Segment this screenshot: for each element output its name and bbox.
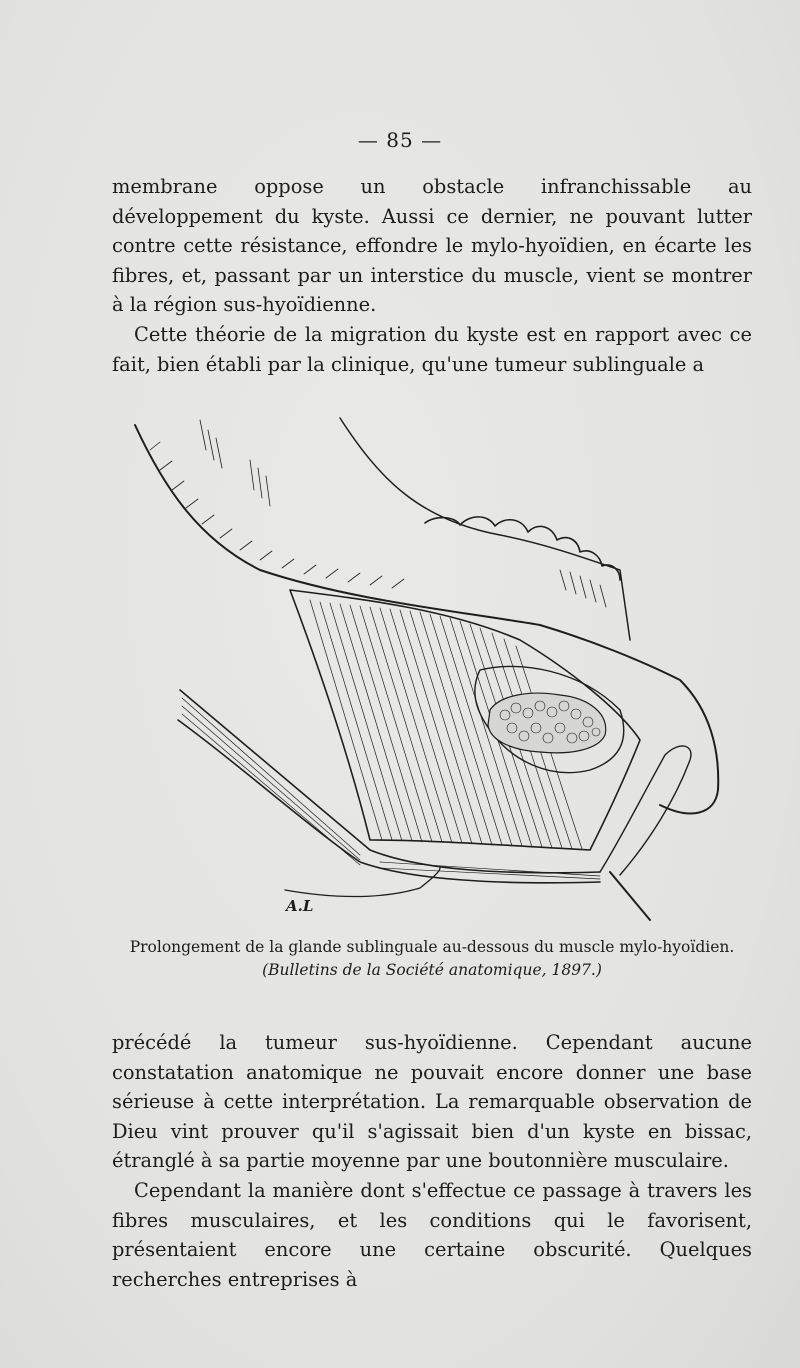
paragraph-continuation: membrane oppose un obstacle infranchissable au développement du kyste. Aussi ce dernier, ne pouvant lutter contre cette résistance, effondre le mylo-hyoïdien, en écarte les fibres, et, passant par un interstice du muscle, vient se montrer à la région sus-hyoïdienne.: [112, 175, 752, 317]
anatomical-illustration: [120, 410, 750, 930]
paragraph-theory: Cette théorie de la migration du kyste est en rapport avec ce fait, bien établi par la clinique, qu'une tumeur sublinguale a: [112, 323, 752, 376]
paragraph-observation: précédé la tumeur sus-hyoïdienne. Cependant aucune constatation anatomique ne pouvait encore donner une base sérieuse à cette interprétation. La remarquable observation de Dieu vint prouver qu'il s'agissait bien d'un kyste en bissac, étranglé à sa partie moyenne par une boutonnière musculaire.: [112, 1031, 752, 1173]
caption-main: Prolongement de la glande sublinguale au-dessous du muscle mylo-hyoïdien.: [129, 938, 735, 956]
figure-caption: [112, 936, 752, 982]
paragraph-obscurity: Cependant la manière dont s'effectue ce passage à travers les fibres musculaires, et les conditions qui le favorisent, présentaient encore une certaine obscurité. Quelques recherches entreprises à: [112, 1179, 752, 1291]
page-number: — 85 —: [357, 128, 443, 152]
illustrator-signature: A.L: [286, 897, 314, 915]
caption-source: (Bulletins de la Société anatomique, 1897.): [262, 961, 602, 979]
